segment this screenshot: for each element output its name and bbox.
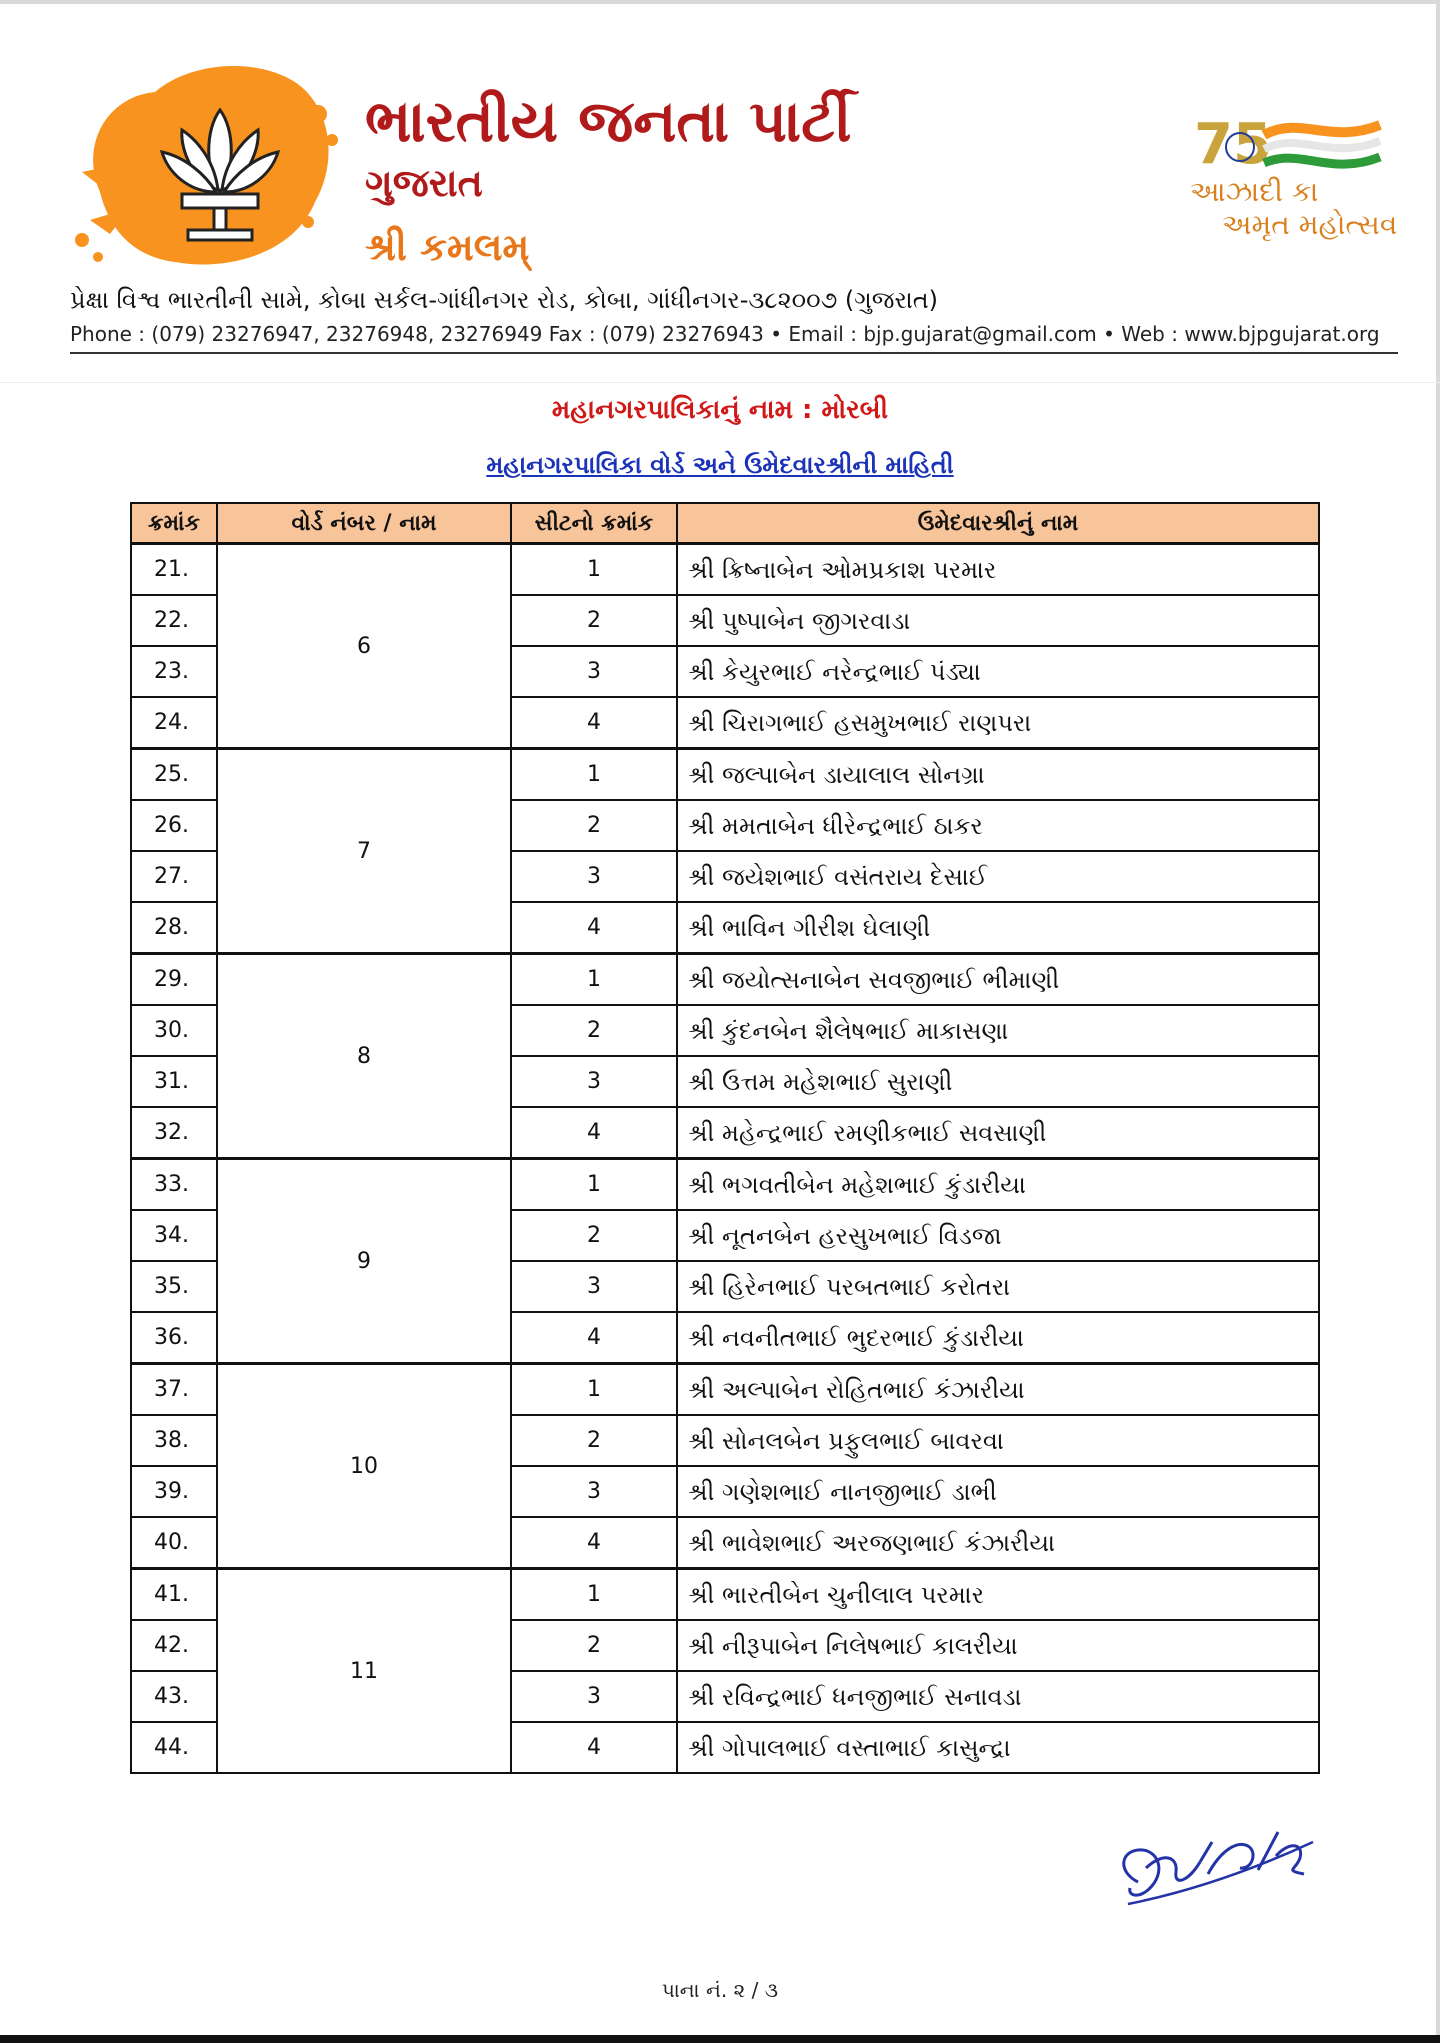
table-row	[131, 1159, 1319, 1211]
document-subtitle: મહાનગરપાલિકા વોર્ડ અને ઉમેદવારશ્રીની માહિતી	[486, 451, 954, 479]
page-edge-top	[0, 0, 1440, 4]
serial-number: 22.	[131, 595, 217, 646]
candidate-name: શ્રી અલ્પાબેન રોહિતભાઈ કંઝારીયા	[677, 1364, 1319, 1416]
seat-number: 1	[511, 749, 677, 801]
seat-number: 4	[511, 1312, 677, 1364]
candidate-name: શ્રી નવનીતભાઈ ભુદરભાઈ કુંડારીયા	[677, 1312, 1319, 1364]
candidate-name: શ્રી ભારતીબેન ચુનીલાલ પરમાર	[677, 1569, 1319, 1621]
serial-number: 31.	[131, 1056, 217, 1107]
serial-number: 35.	[131, 1261, 217, 1312]
ward-group	[131, 954, 1319, 1159]
header-shade-strip	[0, 382, 1440, 383]
page-edge-right	[1436, 0, 1440, 2043]
ward-group	[131, 1569, 1319, 1774]
ward-number: 9	[217, 1159, 511, 1364]
seat-number: 2	[511, 1415, 677, 1466]
serial-number: 40.	[131, 1517, 217, 1569]
seat-number: 4	[511, 697, 677, 749]
contact-info: Phone : (079) 23276947, 23276948, 23276949 Fax : (079) 23276943 • Email : bjp.gujarat@gmail.com • Web : www.bjpgujarat.org	[70, 322, 1380, 346]
table-row	[131, 749, 1319, 801]
ward-group	[131, 749, 1319, 954]
serial-number: 23.	[131, 646, 217, 697]
seat-number: 3	[511, 851, 677, 902]
table-row	[131, 544, 1319, 596]
serial-number: 41.	[131, 1569, 217, 1621]
candidate-name: શ્રી કેયુરભાઈ નરેન્દ્રભાઈ પંડ્યા	[677, 646, 1319, 697]
seat-number: 4	[511, 1107, 677, 1159]
candidate-name: શ્રી જયોત્સનાબેન સવજીભાઈ ભીમાણી	[677, 954, 1319, 1006]
seat-number: 3	[511, 1261, 677, 1312]
serial-number: 44.	[131, 1722, 217, 1773]
serial-number: 26.	[131, 800, 217, 851]
candidate-name: શ્રી ગણેશભાઈ નાનજીભાઈ ડાભી	[677, 1466, 1319, 1517]
seat-number: 3	[511, 1056, 677, 1107]
table-row	[131, 1364, 1319, 1416]
serial-number: 37.	[131, 1364, 217, 1416]
candidate-name: શ્રી કુંદનબેન શૈલેષભાઈ માકાસણા	[677, 1005, 1319, 1056]
serial-number: 21.	[131, 544, 217, 596]
header-candidate: ઉમેદવારશ્રીનું નામ	[677, 503, 1319, 544]
serial-number: 27.	[131, 851, 217, 902]
header-divider	[70, 352, 1398, 354]
candidate-name: શ્રી સોનલબેન પ્રફુલભાઈ બાવરવા	[677, 1415, 1319, 1466]
candidate-name: શ્રી નૂતનબેન હરસુખભાઈ વિડજા	[677, 1210, 1319, 1261]
candidate-name: શ્રી ઉત્તમ મહેશભાઈ સુરાણી	[677, 1056, 1319, 1107]
candidate-name: શ્રી ક્રિષ્નાબેન ઓમપ્રકાશ પરમાર	[677, 544, 1319, 596]
seat-number: 1	[511, 544, 677, 596]
corporation-name: મહાનગરપાલિકાનું નામ : મોરબી	[551, 395, 889, 425]
serial-number: 39.	[131, 1466, 217, 1517]
seat-number: 3	[511, 1671, 677, 1722]
serial-number: 28.	[131, 902, 217, 954]
seat-number: 1	[511, 1364, 677, 1416]
seat-number: 1	[511, 954, 677, 1006]
seat-number: 4	[511, 902, 677, 954]
handwritten-signature-icon	[1108, 1812, 1318, 1922]
ward-group	[131, 1364, 1319, 1569]
seat-number: 2	[511, 1210, 677, 1261]
serial-number: 34.	[131, 1210, 217, 1261]
candidate-name: શ્રી ભગવતીબેન મહેશભાઈ કુંડારીયા	[677, 1159, 1319, 1211]
ward-number: 8	[217, 954, 511, 1159]
header-serial: ક્રમાંક	[131, 503, 217, 544]
candidate-name: શ્રી પુષ્પાબેન જીગરવાડા	[677, 595, 1319, 646]
ward-number: 10	[217, 1364, 511, 1569]
candidate-name: શ્રી ગોપાલભાઈ વસ્તાભાઈ કાસુન્દ્રા	[677, 1722, 1319, 1773]
serial-number: 38.	[131, 1415, 217, 1466]
ward-group	[131, 544, 1319, 749]
candidate-name: શ્રી ભાવેશભાઈ અરજણભાઈ કંઝારીયા	[677, 1517, 1319, 1569]
party-name: ભારતીય જનતા પાર્ટી	[365, 87, 852, 155]
ward-number: 11	[217, 1569, 511, 1774]
candidate-name: શ્રી જયેશભાઈ વસંતરાય દેસાઈ	[677, 851, 1319, 902]
lotus-logo-icon	[70, 52, 345, 282]
serial-number: 43.	[131, 1671, 217, 1722]
seat-number: 1	[511, 1159, 677, 1211]
ward-group	[131, 1159, 1319, 1364]
candidate-name: શ્રી હિરેનભાઈ પરબતભાઈ કરોતરા	[677, 1261, 1319, 1312]
serial-number: 29.	[131, 954, 217, 1006]
seat-number: 3	[511, 646, 677, 697]
serial-number: 32.	[131, 1107, 217, 1159]
azadi-number: 75	[1194, 112, 1272, 177]
seat-number: 1	[511, 1569, 677, 1621]
page-number: પાના નં. ૨ / ૩	[661, 1978, 779, 2002]
seat-number: 4	[511, 1517, 677, 1569]
party-office: શ્રી કમલમ્	[365, 225, 530, 269]
seat-number: 2	[511, 1005, 677, 1056]
table-row	[131, 1569, 1319, 1621]
serial-number: 42.	[131, 1620, 217, 1671]
party-state: ગુજરાત	[365, 161, 483, 205]
candidate-name: શ્રી જલ્પાબેન ડાયાલાલ સોનગ્રા	[677, 749, 1319, 801]
seat-number: 3	[511, 1466, 677, 1517]
azadi-line-2: અમૃત મહોત્સવ	[1222, 208, 1398, 241]
page-edge-bottom	[0, 2035, 1440, 2043]
serial-number: 36.	[131, 1312, 217, 1364]
serial-number: 33.	[131, 1159, 217, 1211]
candidate-table	[130, 502, 1320, 1774]
seat-number: 2	[511, 595, 677, 646]
table-header-row	[131, 503, 1319, 544]
candidate-name: શ્રી રવિન્દ્રભાઈ ધનજીભાઈ સનાવડા	[677, 1671, 1319, 1722]
candidate-name: શ્રી ભાવિન ગીરીશ ઘેલાણી	[677, 902, 1319, 954]
table-row	[131, 954, 1319, 1006]
candidate-name: શ્રી મહેન્દ્રભાઈ રમણીકભાઈ સવસાણી	[677, 1107, 1319, 1159]
header-ward: વોર્ડ નંબર / નામ	[217, 503, 511, 544]
candidate-name: શ્રી ચિરાગભાઈ હસમુખભાઈ રાણપરા	[677, 697, 1319, 749]
office-address: પ્રેક્ષા વિશ્વ ભારતીની સામે, કોબા સર્કલ-ગાંધીનગર રોડ, કોબા, ગાંધીનગર-૩૮૨૦૦૭ (ગુજરાત)	[70, 286, 939, 314]
candidate-name: શ્રી મમતાબેન ધીરેન્દ્રભાઈ ઠાકર	[677, 800, 1319, 851]
serial-number: 30.	[131, 1005, 217, 1056]
serial-number: 24.	[131, 697, 217, 749]
ward-number: 7	[217, 749, 511, 954]
header-seat: સીટનો ક્રમાંક	[511, 503, 677, 544]
candidate-name: શ્રી નીરૂપાબેન નિલેષભાઈ કાલરીયા	[677, 1620, 1319, 1671]
azadi-line-1: આઝાદી કા	[1190, 175, 1319, 208]
seat-number: 4	[511, 1722, 677, 1773]
ward-number: 6	[217, 544, 511, 749]
serial-number: 25.	[131, 749, 217, 801]
seat-number: 2	[511, 800, 677, 851]
seat-number: 2	[511, 1620, 677, 1671]
